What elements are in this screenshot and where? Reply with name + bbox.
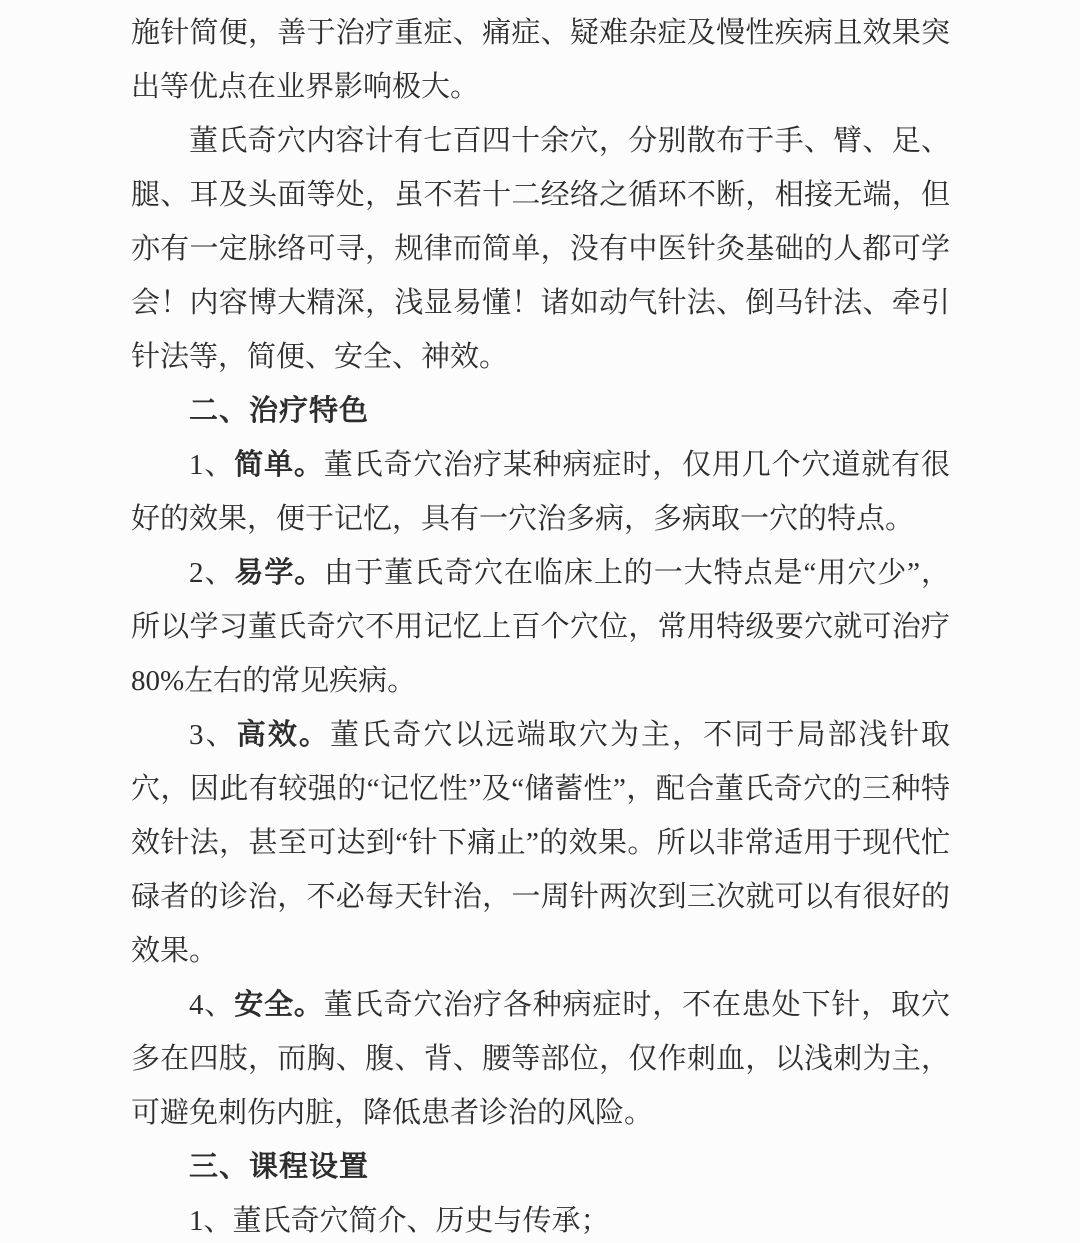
numbered-item — [131, 438, 950, 546]
numbered-item — [131, 708, 950, 978]
item-text: 董氏奇穴治疗各种病症时，不在患处下针，取穴多在四肢，而胸、腹、背、腰等部位，仅作刺血，以浅刺为主，可避免刺伤内脏，降低患者诊治的风险。 — [131, 989, 950, 1129]
item-term: 易学。 — [234, 557, 325, 589]
body-paragraph: 董氏奇穴内容计有七百四十余穴，分别散布于手、臂、足、腿、耳及头面等处，虽不若十二经络之循环不断，相接无端，但亦有一定脉络可寻，规律而简单，没有中医针灸基础的人都可学会！内容博大精深，浅显易懂！诸如动气针法、倒马针法、牵引针法等，简便、安全、神效。 — [131, 125, 950, 373]
section-heading: 三、课程设置 — [189, 1151, 370, 1183]
item-term: 高效。 — [236, 719, 331, 751]
item-number: 1、 — [189, 449, 235, 481]
item-text: 由于董氏奇穴在临床上的一大特点是“用穴少”，所以学习董氏奇穴不用记忆上百个穴位，常用特级要穴就可治疗80%左右的常见疾病。 — [131, 557, 950, 697]
item-term: 简单。 — [234, 449, 324, 481]
numbered-item — [131, 546, 950, 708]
item-text: 董氏奇穴以远端取穴为主，不同于局部浅针取穴，因此有较强的“记忆性”及“储蓄性”，配合董氏奇穴的三种特效针法，甚至可达到“针下痛止”的效果。所以非常适用于现代忙碌者的诊治，不必每天针治，一周针两次到三次就可以有很好的效果。 — [131, 719, 950, 967]
item-number: 2、 — [189, 557, 235, 589]
item-term: 安全。 — [234, 989, 324, 1021]
item-number: 4、 — [189, 989, 235, 1021]
body-paragraph: 1、董氏奇穴简介、历史与传承； — [189, 1205, 610, 1237]
numbered-item — [131, 978, 950, 1140]
item-text: 董氏奇穴治疗某种病症时，仅用几个穴道就有很好的效果，便于记忆，具有一穴治多病，多病取一穴的特点。 — [131, 449, 950, 535]
body-paragraph: 施针简便，善于治疗重症、痛症、疑难杂症及慢性疾病且效果突出等优点在业界影响极大。 — [131, 17, 950, 103]
section-heading: 二、治疗特色 — [189, 395, 370, 427]
item-number: 3、 — [189, 719, 237, 751]
document-content — [131, 6, 950, 1243]
